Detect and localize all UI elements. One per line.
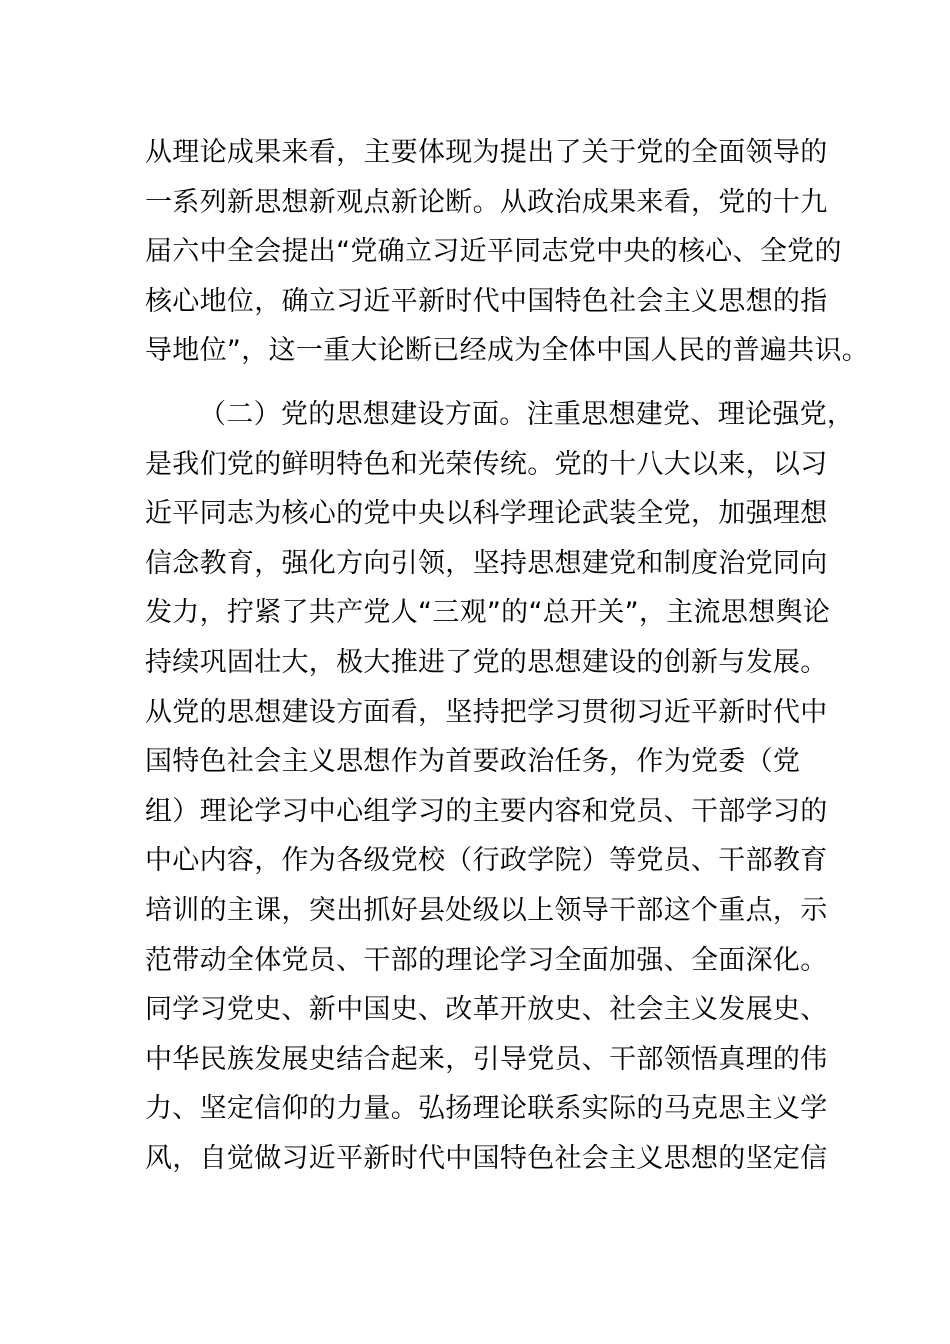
text-line: 风，自觉做习近平新时代中国特色社会主义思想的坚定信	[145, 1142, 828, 1174]
text-line: 持续巩固壮大，极大推进了党的思想建设的创新与发展。	[145, 646, 828, 678]
text-line: 范带动全体党员、干部的理论学习全面加强、全面深化。	[145, 944, 828, 976]
text-line: 中华民族发展史结合起来，引导党员、干部领悟真理的伟	[145, 1043, 828, 1075]
paragraph-2	[145, 390, 855, 1184]
text-line: 发力，拧紧了共产党人“三观”的“总开关”，主流思想舆论	[145, 597, 831, 629]
text-line: 力、坚定信仰的力量。弘扬理论联系实际的马克思主义学	[145, 1093, 828, 1125]
text-line: 一系列新思想新观点新论断。从政治成果来看，党的十九	[145, 186, 828, 218]
paragraph-gap	[145, 376, 825, 390]
text-line: 国特色社会主义思想作为首要政治任务，作为党委（党	[145, 746, 801, 778]
text-line: 导地位”，这一重大论断已经成为全体中国人民的普遍共识。	[145, 335, 870, 367]
paragraph-1	[145, 128, 870, 376]
text-line: 核心地位，确立习近平新时代中国特色社会主义思想的指	[145, 285, 828, 317]
text-line: 届六中全会提出“党确立习近平同志党中央的核心、全党的	[145, 236, 842, 268]
text-line: 组）理论学习中心组学习的主要内容和党员、干部学习的	[145, 795, 828, 827]
text-line: 从党的思想建设方面看，坚持把学习贯彻习近平新时代中	[145, 696, 828, 728]
text-line: 从理论成果来看，主要体现为提出了关于党的全面领导的	[145, 137, 828, 168]
text-line: 信念教育，强化方向引领，坚持思想建党和制度治党同向	[145, 547, 828, 579]
text-line: 同学习党史、新中国史、改革开放史、社会主义发展史、	[145, 994, 828, 1026]
text-line: 近平同志为核心的党中央以科学理论武装全党，加强理想	[145, 498, 828, 530]
section-heading-line: （二）党的思想建设方面。注重思想建党、理论强党，	[199, 398, 855, 430]
text-line: 是我们党的鲜明特色和光荣传统。党的十八大以来，以习	[145, 448, 828, 480]
text-line: 培训的主课，突出抓好县处级以上领导干部这个重点，示	[145, 894, 828, 926]
document-body	[145, 128, 870, 1183]
text-line: 中心内容，作为各级党校（行政学院）等党员、干部教育	[145, 845, 828, 877]
